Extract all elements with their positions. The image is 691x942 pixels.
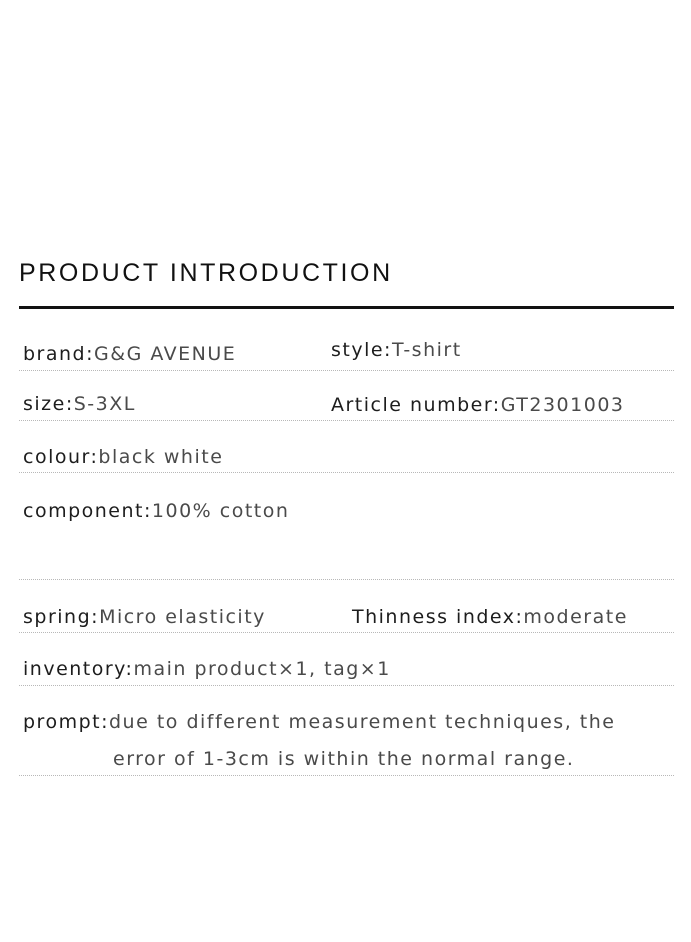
spring-field xyxy=(23,605,266,629)
spring-label: spring: xyxy=(23,606,100,628)
style-label: style: xyxy=(331,339,392,361)
style-field xyxy=(331,338,462,362)
prompt-field xyxy=(23,710,615,734)
row-divider xyxy=(19,775,674,776)
article-number-field xyxy=(331,393,625,417)
title-rule xyxy=(19,306,674,309)
row-divider xyxy=(19,472,674,473)
colour-field xyxy=(23,445,223,469)
thinness-label: Thinness index: xyxy=(352,606,524,628)
article-number-label: Article number: xyxy=(331,394,501,416)
row-divider xyxy=(19,632,674,633)
style-value: T-shirt xyxy=(391,339,462,361)
component-field xyxy=(23,499,289,523)
row-divider xyxy=(19,579,674,580)
prompt-label: prompt: xyxy=(23,711,109,733)
article-number-value: GT2301003 xyxy=(500,394,625,416)
prompt-value-line2: error of 1-3cm is within the normal range. xyxy=(113,748,575,770)
brand-value: G&G AVENUE xyxy=(94,343,237,365)
size-value: S-3XL xyxy=(73,393,136,415)
inventory-label: inventory: xyxy=(23,658,134,680)
thinness-value: moderate xyxy=(523,606,628,628)
size-label: size: xyxy=(23,393,74,415)
size-field xyxy=(23,392,136,416)
colour-value: black white xyxy=(98,446,224,468)
row-divider xyxy=(19,370,674,371)
prompt-value-line1: due to different measurement techniques, the xyxy=(109,711,616,733)
row-divider xyxy=(19,685,674,686)
brand-label: brand: xyxy=(23,343,95,365)
spring-value: Micro elasticity xyxy=(99,606,266,628)
section-title: PRODUCT INTRODUCTION xyxy=(19,259,393,287)
inventory-field xyxy=(23,657,391,681)
component-value: 100% cotton xyxy=(151,500,290,522)
component-label: component: xyxy=(23,500,152,522)
thinness-field xyxy=(352,605,628,629)
colour-label: colour: xyxy=(23,446,99,468)
brand-field xyxy=(23,342,236,366)
row-divider xyxy=(19,420,674,421)
inventory-value: main product×1, tag×1 xyxy=(133,658,391,680)
